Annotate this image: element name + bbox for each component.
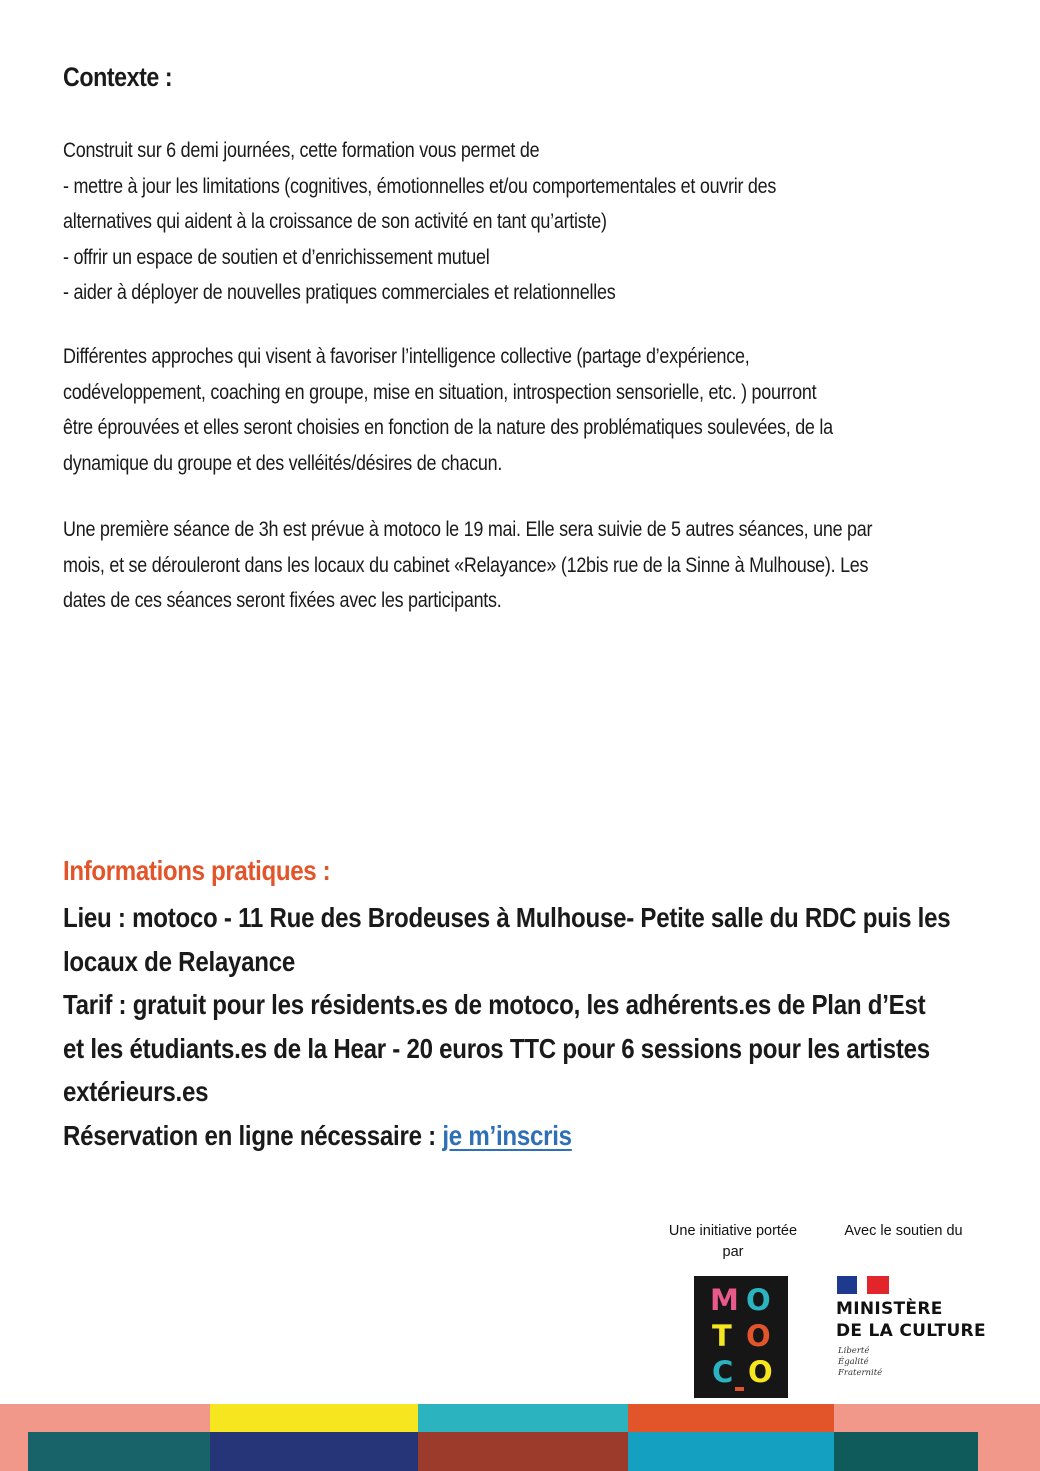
logo-letter: O: [746, 1319, 771, 1353]
text-line: être éprouvées et elles seront choisies en fonction de la nature des problématiques soulevées, de la: [63, 416, 833, 439]
context-paragraph-2: [63, 339, 961, 481]
color-band-segment: [628, 1432, 834, 1471]
ministry-name: [836, 1298, 986, 1342]
color-band-segment: [628, 1404, 834, 1432]
text-line: - offrir un espace de soutien et d’enrichissement mutuel: [63, 245, 490, 269]
initiative-credit-line: Une initiative portée: [668, 1223, 798, 1239]
practical-info-title: Informations pratiques :: [63, 855, 331, 886]
initiative-credit: [648, 1221, 818, 1263]
color-band-segment: [210, 1432, 418, 1471]
color-band-segment: [978, 1432, 1040, 1471]
text-line: dynamique du groupe et des velléités/désires de chacun.: [63, 451, 503, 475]
color-band-segment: [418, 1432, 628, 1471]
context-paragraph-3: [63, 512, 961, 619]
practical-info-block: [63, 896, 992, 1157]
french-flag-icon: [837, 1276, 889, 1294]
initiative-credit-line: par: [722, 1244, 744, 1260]
republic-motto: [838, 1346, 882, 1379]
signup-link[interactable]: je m’inscris: [442, 1119, 572, 1151]
info-line-price-end: extérieurs.es: [63, 1076, 209, 1107]
color-band-segment: [210, 1404, 418, 1432]
text-line: - aider à déployer de nouvelles pratiques commerciales et relationnelles: [63, 281, 616, 304]
text-line: - mettre à jour les limitations (cognitives, émotionnelles et/ou comportementales et ouvrir des: [63, 174, 777, 198]
logo-letter: C: [712, 1355, 734, 1389]
logo-letter: T: [712, 1319, 732, 1353]
motoco-logo: [694, 1276, 788, 1398]
logo-letter: O: [748, 1355, 773, 1389]
reservation-label: Réservation en ligne nécessaire :: [63, 1119, 443, 1151]
color-band-segment: [0, 1404, 210, 1432]
motto-word: Égalité: [838, 1357, 869, 1367]
context-heading: Contexte :: [63, 62, 173, 92]
logo-letter: M: [710, 1283, 739, 1317]
info-line-location-cont: locaux de Relayance: [63, 945, 296, 977]
reservation-line: [63, 1114, 992, 1158]
color-band-segment: [834, 1432, 978, 1471]
info-line-price: Tarif : gratuit pour les résidents.es de motoco, les adhérents.es de Plan d’Est: [63, 989, 926, 1020]
support-credit: Avec le soutien du: [844, 1223, 963, 1239]
text-line: Différentes approches qui visent à favoriser l’intelligence collective (partage d’expérience,: [63, 345, 750, 368]
color-band-segment: [834, 1404, 1040, 1432]
color-band-segment: [0, 1432, 28, 1471]
info-line-price-cont: et les étudiants.es de la Hear - 20 euros TTC pour 6 sessions pour les artistes: [63, 1032, 930, 1064]
ministry-logo: [836, 1276, 996, 1386]
motto-word: Fraternité: [838, 1368, 883, 1378]
text-line: codéveloppement, coaching en groupe, mise en situation, introspection sensorielle, etc. ) pourront: [63, 380, 817, 404]
text-line: dates de ces séances seront fixées avec les participants.: [63, 589, 502, 612]
text-line: mois, et se dérouleront dans les locaux du cabinet «Relayance» (12bis rue de la Sinne à Mulhouse). Les: [63, 553, 869, 577]
color-band-segment: [418, 1404, 628, 1432]
logo-underscore: [735, 1387, 744, 1391]
text-line: Construit sur 6 demi journées, cette formation vous permet de: [63, 139, 540, 162]
ministry-name-line: DE LA CULTURE: [836, 1321, 986, 1341]
text-line: Une première séance de 3h est prévue à motoco le 19 mai. Elle sera suivie de 5 autres séances, une par: [63, 518, 873, 541]
text-line: alternatives qui aident à la croissance de son activité en tant qu’artiste): [63, 210, 607, 233]
color-band-segment: [28, 1432, 210, 1471]
context-paragraph-1: [63, 133, 961, 311]
ministry-name-line: MINISTÈRE: [836, 1299, 943, 1319]
info-line-location: Lieu : motoco - 11 Rue des Brodeuses à Mulhouse- Petite salle du RDC puis les: [63, 902, 951, 933]
motto-word: Liberté: [838, 1346, 870, 1356]
logo-letter: O: [746, 1283, 771, 1317]
